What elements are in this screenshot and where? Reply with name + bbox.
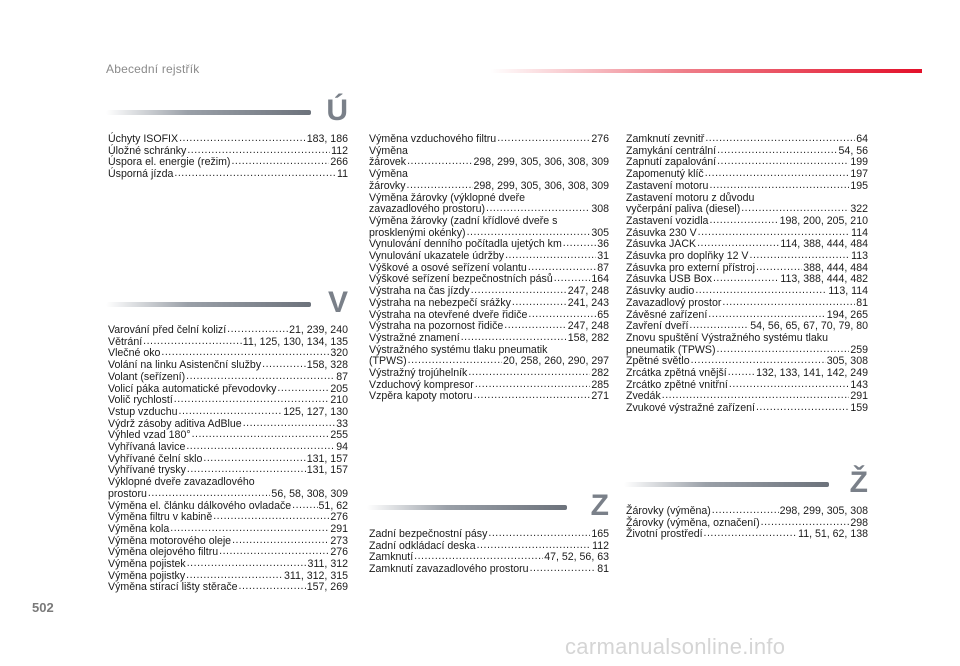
entry-term: Vzpěra kapoty motoru: [369, 390, 473, 403]
dot-leader: [741, 204, 849, 216]
entry-term: Zrcátka zpětná vnější: [626, 367, 727, 380]
index-list-z: [369, 529, 609, 576]
entry-term: Zvukové výstražné zařízení: [626, 402, 755, 415]
entry-pages: 131, 157: [306, 452, 348, 465]
dot-leader: [488, 529, 590, 541]
entry-pages: 159: [850, 402, 868, 415]
dot-leader: [505, 251, 596, 263]
index-entry: [369, 391, 609, 403]
dot-leader: [474, 391, 591, 403]
index-entry: [626, 368, 868, 380]
entry-term: Zapnutí zapalování: [626, 156, 717, 169]
section-rule: [624, 482, 829, 487]
entry-term: Zvedák: [626, 390, 661, 403]
index-entry: [626, 251, 868, 263]
entry-pages: 158, 282: [567, 331, 609, 344]
index-entry: [369, 181, 609, 193]
index-list-v: [108, 325, 348, 594]
dot-leader: [530, 564, 597, 576]
entry-pages: 81: [856, 296, 868, 309]
entry-term: Úspora el. energie (režim): [108, 156, 231, 169]
entry-pages: 33: [336, 417, 348, 430]
section-rule: [106, 110, 311, 115]
index-entry: [626, 181, 868, 193]
entry-term: Zásuvky audio: [626, 285, 695, 298]
entry-term: Zapomenutý klíč: [626, 168, 704, 181]
dot-leader: [292, 501, 317, 513]
dot-leader: [497, 134, 590, 146]
entry-term: Výměna el. článku dálkového ovladače: [108, 499, 292, 512]
entry-term: vyčerpání paliva (diesel): [626, 203, 741, 216]
entry-pages: 276: [591, 133, 609, 145]
entry-term: Zavření dveří: [626, 320, 689, 333]
dot-leader: [187, 465, 306, 477]
index-entry: [108, 582, 348, 594]
dot-leader: [231, 157, 329, 169]
entry-term: Výměna vzduchového filtru: [369, 133, 497, 145]
dot-leader: [414, 552, 543, 564]
entry-term: Výstražné znamení: [369, 331, 460, 344]
section-heading-z: [367, 489, 609, 523]
dot-leader: [756, 263, 802, 275]
dot-leader: [174, 169, 336, 181]
entry-pages: 266: [330, 156, 348, 169]
dot-leader: [756, 403, 849, 415]
section-rule: [367, 505, 567, 510]
entry-term: Výměna kola: [108, 522, 170, 535]
entry-term: Volič rychlostí: [108, 394, 173, 407]
index-list-col3: [626, 134, 868, 415]
dot-leader: [186, 372, 335, 384]
entry-term: Výměna pojistky: [108, 569, 186, 582]
entry-pages: 197: [850, 168, 868, 181]
entry-pages: 320: [330, 347, 348, 360]
entry-term: Zadní bezpečnostní pásy: [369, 528, 488, 540]
entry-pages: 247, 248: [567, 285, 609, 298]
dot-leader: [709, 216, 778, 228]
entry-pages: 87: [336, 370, 348, 383]
entry-term: Zrcátko zpětné vnitřní: [626, 378, 728, 391]
entry-pages: 291: [850, 390, 868, 403]
entry-pages: 54, 56: [838, 144, 868, 157]
dot-leader: [697, 239, 779, 251]
entry-term: Žárovky (výměna, označení): [626, 516, 760, 529]
index-entry: [108, 337, 348, 349]
entry-pages: 11, 125, 130, 134, 135: [242, 335, 348, 348]
entry-pages: 143: [850, 378, 868, 391]
entry-pages: 241, 243: [567, 296, 609, 309]
entry-pages: 20, 258, 260, 290, 297: [502, 355, 609, 368]
index-entry: [369, 333, 609, 345]
index-entry-heading: Zastavení motoru z důvodu: [626, 191, 755, 204]
entry-pages: 164: [591, 273, 609, 286]
entry-pages: 94: [336, 441, 348, 454]
header-accent-bar: [490, 69, 922, 73]
dot-leader: [161, 348, 329, 360]
entry-term: Zadní odkládací deska: [369, 539, 476, 552]
entry-pages: 157, 269: [306, 581, 348, 594]
section-letter: Ú: [326, 94, 348, 127]
dot-leader: [717, 146, 837, 158]
index-entry: [626, 391, 868, 403]
dot-leader: [468, 368, 590, 380]
section-rule: [106, 302, 311, 307]
entry-term: Zásuvka pro externí přístroj: [626, 261, 755, 274]
entry-term: žárovek: [369, 156, 407, 169]
index-entry-heading: Výklopné dveře zavazadlového: [108, 476, 255, 489]
entry-pages: 132, 133, 141, 142, 249: [756, 367, 868, 380]
section-letter: Z: [590, 489, 609, 522]
index-list-u: [108, 134, 348, 181]
dot-leader: [761, 518, 850, 530]
entry-term: Zastavení vozidla: [626, 214, 709, 227]
dot-leader: [232, 536, 329, 548]
entry-term: Výstraha na nebezpečí srážky: [369, 296, 511, 309]
entry-pages: 54, 56, 65, 67, 70, 79, 80: [750, 320, 868, 333]
dot-leader: [708, 310, 825, 322]
entry-pages: 113: [851, 250, 868, 263]
dot-leader: [712, 506, 779, 518]
entry-pages: 112: [331, 144, 348, 157]
dot-leader: [554, 274, 591, 286]
index-entry: [626, 506, 868, 518]
index-entry: [108, 442, 348, 454]
dot-leader: [187, 559, 307, 571]
dot-leader: [213, 512, 329, 524]
index-entry: [626, 529, 868, 541]
entry-pages: 322: [850, 203, 868, 216]
index-entry: [108, 559, 348, 571]
entry-pages: 311, 312: [307, 558, 348, 571]
entry-pages: 81: [597, 563, 609, 576]
entry-pages: 11: [337, 168, 348, 181]
entry-term: žárovky: [369, 179, 406, 192]
entry-pages: 199: [850, 156, 868, 169]
dot-leader: [170, 524, 329, 536]
entry-term: Vstup vzduchu: [108, 405, 178, 418]
entry-pages: 291: [330, 522, 348, 535]
entry-term: Zastavení motoru: [626, 179, 709, 192]
dot-leader: [705, 134, 855, 146]
dot-leader: [729, 380, 849, 392]
entry-term: Zavazadlový prostor: [626, 296, 722, 309]
entry-pages: 158, 328: [306, 359, 348, 372]
entry-pages: 305: [591, 226, 609, 239]
dot-leader: [716, 345, 849, 357]
entry-term: Úložné schránky: [108, 144, 187, 157]
entry-term: Výměna stírací lišty stěrače: [108, 581, 238, 594]
entry-pages: 36: [597, 238, 609, 251]
dot-leader: [219, 547, 329, 559]
entry-term: Volant (seřízení): [108, 370, 186, 383]
dot-leader: [528, 310, 596, 322]
index-entry-heading: Výměna: [369, 168, 408, 181]
entry-term: Zásuvka 230 V: [626, 226, 697, 239]
entry-term: Vyhřívané trysky: [108, 464, 186, 477]
watermark: carmanualsonline.info: [565, 634, 786, 659]
entry-term: Varování před čelní kolizí: [108, 324, 227, 336]
section-heading-zh: [624, 466, 868, 500]
entry-pages: 21, 239, 240: [289, 324, 348, 336]
index-entry: [626, 403, 868, 415]
entry-pages: 113, 114: [828, 285, 868, 298]
entry-pages: 273: [330, 534, 348, 547]
dot-leader: [227, 325, 288, 337]
entry-pages: 388, 444, 484: [803, 261, 868, 274]
entry-pages: 47, 52, 56, 63: [544, 551, 609, 564]
dot-leader: [192, 430, 330, 442]
entry-term: Výměna pojistek: [108, 558, 186, 571]
entry-term: Větrání: [108, 335, 143, 348]
index-entry: [108, 134, 348, 146]
page-number: 502: [32, 600, 54, 615]
dot-leader: [187, 146, 330, 158]
entry-pages: 114: [851, 226, 868, 239]
entry-pages: 298, 299, 305, 306, 308, 309: [473, 179, 609, 192]
entry-pages: 11, 51, 62, 138: [798, 528, 868, 541]
dot-leader: [148, 489, 271, 501]
entry-pages: 64: [856, 133, 868, 145]
entry-term: Vlečné oko: [108, 347, 161, 360]
entry-term: Životní prostředí: [626, 528, 703, 541]
entry-term: Výměna olejového filtru: [108, 546, 219, 559]
dot-leader: [713, 274, 779, 286]
dot-leader: [143, 337, 242, 349]
index-entry: [369, 251, 609, 263]
dot-leader: [528, 263, 596, 275]
dot-leader: [563, 239, 596, 251]
dot-leader: [709, 181, 849, 193]
entry-term: pneumatik (TPWS): [626, 343, 716, 356]
section-heading-u: [106, 94, 348, 128]
index-list-col2: [369, 134, 609, 403]
entry-term: Zamknutí zavazadlového prostoru: [369, 563, 529, 576]
entry-term: prosklenými okénky): [369, 226, 466, 239]
entry-pages: 298: [850, 516, 868, 529]
entry-pages: 112: [592, 539, 609, 552]
entry-term: Žárovky (výměna): [626, 505, 711, 517]
dot-leader: [243, 419, 336, 431]
entry-pages: 305, 308: [826, 355, 868, 368]
entry-pages: 125, 127, 130: [283, 405, 348, 418]
entry-pages: 87: [597, 261, 609, 274]
dot-leader: [704, 529, 798, 541]
dot-leader: [691, 356, 826, 368]
entry-pages: 285: [591, 378, 609, 391]
index-entry: [108, 169, 348, 181]
entry-term: Výhled vzad 180°: [108, 429, 191, 442]
entry-term: Výstražný trojúhelník: [369, 367, 468, 380]
dot-leader: [186, 571, 283, 583]
dot-leader: [407, 157, 472, 169]
index-entry-heading: Výměna: [369, 144, 408, 157]
dot-leader: [467, 228, 591, 240]
entry-pages: 51, 62: [318, 499, 348, 512]
entry-pages: 131, 157: [306, 464, 348, 477]
dot-leader: [722, 298, 855, 310]
entry-pages: 114, 388, 444, 484: [780, 238, 868, 251]
entry-term: Zamknutí zevnitř: [626, 133, 705, 145]
index-entry-heading: Znovu spuštění Výstražného systému tlaku: [626, 331, 828, 344]
entry-term: Výstraha na pozornost řidiče: [369, 320, 504, 333]
entry-pages: 165: [591, 528, 609, 540]
dot-leader: [695, 286, 827, 298]
entry-pages: 276: [330, 511, 348, 524]
index-entry: [626, 134, 868, 146]
dot-leader: [203, 454, 305, 466]
dot-leader: [407, 181, 473, 193]
entry-pages: 247, 248: [567, 320, 609, 333]
header-title: Abecední rejstřík: [106, 62, 200, 76]
entry-term: Zamknutí: [369, 551, 414, 564]
entry-term: Výškové a osové seřízení volantu: [369, 261, 527, 274]
index-entry: [369, 564, 609, 576]
entry-pages: 255: [330, 429, 348, 442]
entry-term: Zpětné světlo: [626, 355, 690, 368]
entry-term: Volání na linku Asistenční služby: [108, 359, 262, 372]
dot-leader: [504, 321, 566, 333]
index-entry: [108, 524, 348, 536]
dot-leader: [408, 356, 502, 368]
index-entry: [626, 380, 868, 392]
entry-term: Výměna motorového oleje: [108, 534, 232, 547]
entry-pages: 113, 388, 444, 482: [780, 273, 868, 286]
entry-pages: 198, 200, 205, 210: [779, 214, 868, 227]
entry-term: Úsporná jízda: [108, 168, 174, 181]
entry-pages: 194, 265: [826, 308, 868, 321]
dot-leader: [689, 321, 749, 333]
entry-term: Zásuvka JACK: [626, 238, 697, 251]
entry-term: Výškové seřízení bezpečnostních pásů: [369, 273, 553, 286]
entry-term: Závěsné zařízení: [626, 308, 708, 321]
entry-term: Vzduchový kompresor: [369, 378, 474, 391]
index-entry: [626, 216, 868, 228]
entry-term: Výstraha na čas jízdy: [369, 285, 470, 298]
dot-leader: [705, 169, 850, 181]
dot-leader: [486, 204, 590, 216]
entry-term: Zásuvka pro doplňky 12 V: [626, 250, 749, 263]
entry-term: Výměna filtru v kabině: [108, 511, 213, 524]
dot-leader: [262, 360, 306, 372]
index-entry: [108, 372, 348, 384]
entry-term: Vynulování denního počítadla ujetých km: [369, 238, 562, 251]
index-entry-heading: Výměna žárovky (zadní křídlové dveře s: [369, 214, 558, 227]
index-entry: [369, 298, 609, 310]
entry-pages: 311, 312, 315: [283, 569, 348, 582]
dot-leader: [728, 368, 755, 380]
dot-leader: [179, 407, 283, 419]
entry-term: Vyhřívané čelní sklo: [108, 452, 203, 465]
section-letter: Ž: [849, 466, 868, 499]
entry-term: Zásuvka USB Box: [626, 273, 712, 286]
dot-leader: [477, 541, 592, 553]
entry-term: Vynulování ukazatele údržby: [369, 250, 505, 263]
entry-term: Výdrž zásoby aditiva AdBlue: [108, 417, 242, 430]
entry-pages: 271: [591, 390, 609, 403]
dot-leader: [179, 134, 306, 146]
entry-term: Zamykání centrální: [626, 144, 717, 157]
index-entry-heading: Výměna žárovky (výklopné dveře: [369, 191, 526, 204]
section-letter: V: [327, 286, 348, 319]
dot-leader: [277, 384, 329, 396]
entry-pages: 195: [850, 179, 868, 192]
index-entry: [369, 134, 609, 146]
index-entry: [369, 529, 609, 541]
entry-pages: 65: [597, 308, 609, 321]
dot-leader: [717, 157, 849, 169]
index-entry-heading: Výstražného systému tlaku pneumatik: [369, 343, 548, 356]
entry-term: prostoru: [108, 487, 147, 500]
index-entry: [108, 489, 348, 501]
dot-leader: [662, 391, 850, 403]
entry-term: Volicí páka automatické převodovky: [108, 382, 277, 395]
entry-term: Výstraha na otevřené dveře řidiče: [369, 308, 528, 321]
dot-leader: [750, 251, 851, 263]
entry-pages: 183, 186: [306, 133, 348, 145]
entry-term: Úchyty ISOFIX: [108, 133, 179, 145]
index-entry: [108, 325, 348, 337]
dot-leader: [174, 395, 330, 407]
entry-pages: 31: [597, 250, 609, 263]
entry-pages: 210: [330, 394, 348, 407]
dot-leader: [475, 380, 591, 392]
index-list-zh: [626, 506, 868, 541]
dot-leader: [461, 333, 567, 345]
entry-pages: 282: [591, 367, 609, 380]
entry-pages: 298, 299, 305, 306, 308, 309: [473, 156, 609, 169]
entry-pages: 56, 58, 308, 309: [271, 487, 348, 500]
entry-pages: 276: [330, 546, 348, 559]
dot-leader: [186, 442, 335, 454]
index-entry: [626, 298, 868, 310]
section-heading-v: [106, 286, 348, 320]
entry-term: zavazadlového prostoru): [369, 203, 486, 216]
entry-pages: 205: [330, 382, 348, 395]
dot-leader: [698, 228, 850, 240]
entry-term: (TPWS): [369, 355, 407, 368]
dot-leader: [471, 286, 567, 298]
dot-leader: [512, 298, 567, 310]
index-entry: [108, 407, 348, 419]
entry-pages: 259: [850, 343, 868, 356]
entry-term: Vyhřívaná lavice: [108, 441, 186, 454]
index-entry: [369, 368, 609, 380]
entry-pages: 308: [591, 203, 609, 216]
entry-pages: 298, 299, 305, 308: [779, 505, 868, 517]
dot-leader: [239, 582, 306, 594]
